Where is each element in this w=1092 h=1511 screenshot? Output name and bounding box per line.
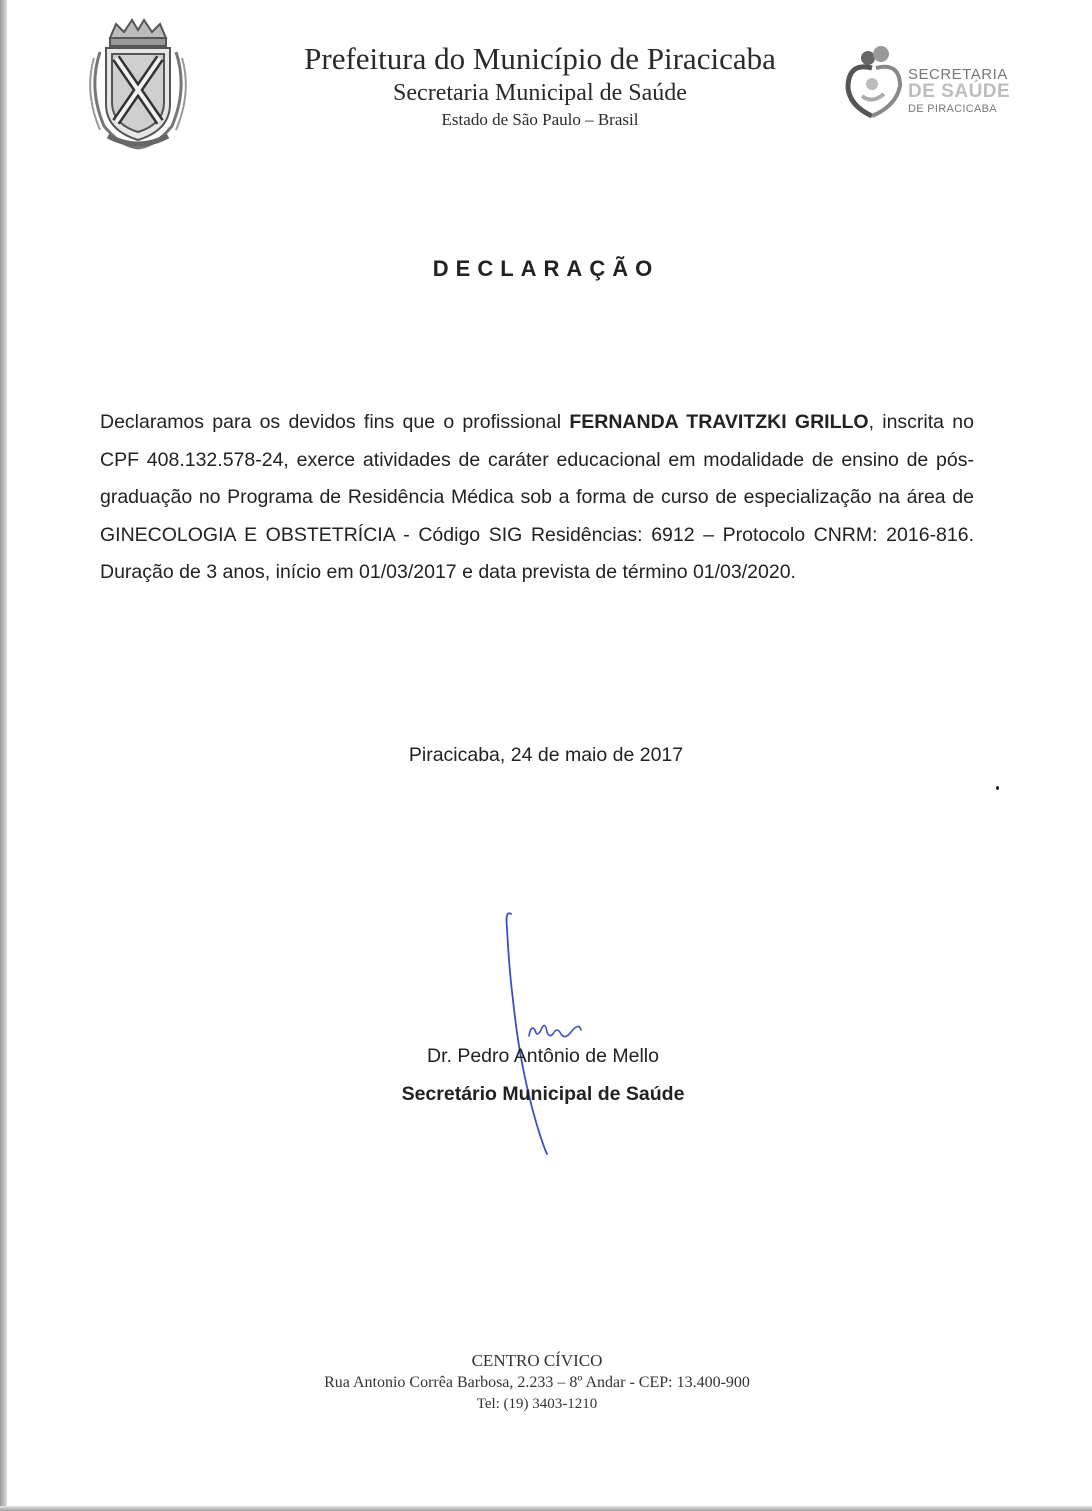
- document-title: DECLARAÇÃO: [432, 256, 660, 281]
- place-and-date: Piracicaba, 24 de maio de 2017: [408, 744, 684, 766]
- footer-phone: Tel: (19) 3403-1210: [476, 1396, 598, 1412]
- professional-name: FERNANDA TRAVITZKI GRILLO: [569, 411, 869, 433]
- signatory-role: Secretário Municipal de Saúde: [401, 1083, 685, 1105]
- health-department-logo: [842, 44, 1022, 124]
- footer-building: CENTRO CÍVICO: [471, 1351, 603, 1370]
- municipal-coat-of-arms-icon: [82, 18, 194, 152]
- handwritten-signature: [495, 908, 595, 1158]
- heart-family-icon: [842, 44, 906, 120]
- letterhead-subtitle: Secretaria Municipal de Saúde: [393, 80, 687, 106]
- signatory-name: Dr. Pedro Antônio de Mello: [427, 1045, 659, 1067]
- letterhead-title: Prefeitura do Município de Piracicaba: [304, 41, 776, 76]
- footer-address: [0, 1350, 1074, 1414]
- logo-text-de-piracicaba: DE PIRACICABA: [908, 103, 997, 115]
- letterhead-state: Estado de São Paulo – Brasil: [441, 110, 639, 129]
- logo-text-de-saude: DE SAÚDE: [908, 81, 1011, 102]
- declaration-body: [100, 404, 974, 592]
- declaration-details: , inscrita no CPF 408.132.578-24, exerce atividades de caráter educacional em modalidade de ensino de pós-graduação no Programa de Residência Médica sob a forma de curso de especialização na área de GINECOLOGIA E OBSTETRÍCIA - Código SIG Residências: 6912 – Protocolo CNRM: 2016-816. Duração de 3 anos, início em 01/03/2017 e data prevista de término 01/03/2020.: [100, 411, 974, 583]
- footer-street: Rua Antonio Corrêa Barbosa, 2.233 – 8º Andar - CEP: 13.400-900: [324, 1374, 750, 1391]
- letterhead: [230, 40, 850, 132]
- scan-shadow-bottom: [0, 1506, 1092, 1511]
- scan-speck: [996, 786, 999, 790]
- declaration-intro: Declaramos para os devidos fins que o profissional: [100, 411, 570, 433]
- logo-text-secretaria: SECRETARIA: [908, 66, 1008, 83]
